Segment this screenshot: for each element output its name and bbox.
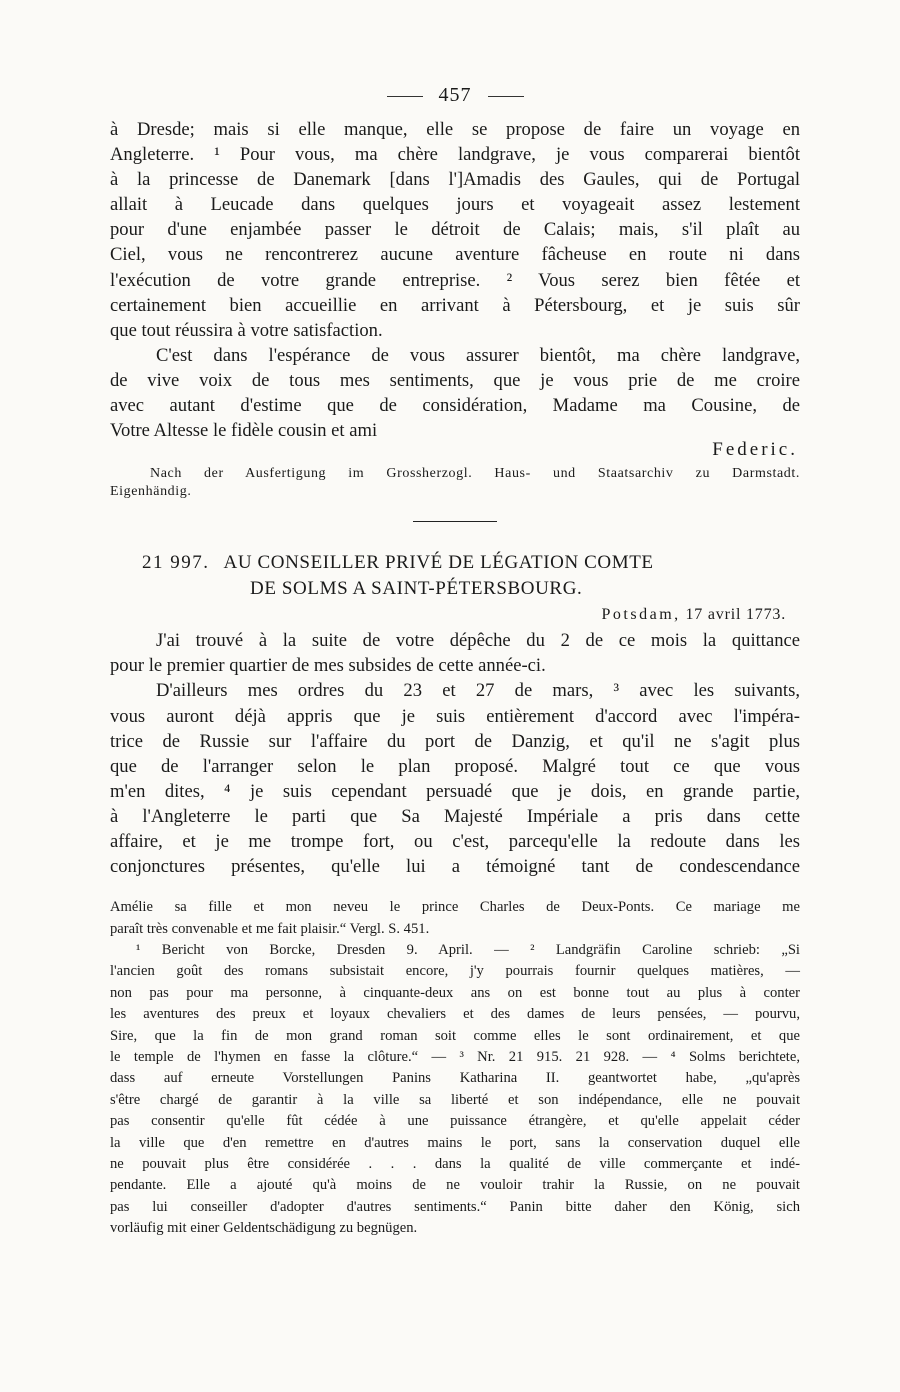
body-line: pour d'une enjambée passer le détroit de Calais; mais, s'il plaît au (110, 219, 800, 241)
footnote-line: Amélie sa fille et mon neveu le prince Charles de Deux-Ponts. Ce mariage me (110, 899, 800, 916)
paragraph-line: J'ai trouvé à la suite de votre dépêche du 2 de ce mois la quittance (156, 630, 800, 652)
letter-paragraph-1 (110, 628, 800, 678)
source-note (110, 465, 800, 501)
footnote-line: vorläufig mit einer Geldentschädigung zu begnügen. (110, 1220, 418, 1237)
source-line: Nach der Ausfertigung im Grossherzogl. Haus- und Staatsarchiv zu Darmstadt. (150, 466, 800, 482)
section-divider (413, 521, 497, 522)
letter-end-body (110, 117, 800, 343)
title-line-1: AU CONSEILLER PRIVÉ DE LÉGATION COMTE (223, 552, 654, 574)
footnote-line: la ville que d'en remettre en d'autres mains le port, sans la conservation duquel elle (110, 1134, 800, 1151)
paragraph-line: D'ailleurs mes ordres du 23 et 27 de mars, ³ avec les suivants, (156, 680, 800, 702)
page-number: 457 (438, 84, 472, 106)
header-dash-left (387, 96, 423, 97)
paragraph-line: m'en dites, ⁴ je suis cependant persuadé que je dois, en grande partie, (110, 780, 800, 802)
letter-title (110, 550, 800, 602)
closing-line: avec autant d'estime que de considération, Madame ma Cousine, de (110, 395, 800, 417)
page-header (110, 84, 800, 107)
body-line: Ciel, vous ne rencontrerez aucune aventure fâcheuse en route ni dans (110, 244, 800, 266)
footnote-line: pas consentir qu'elle fût cédée à une puissance étrangère, et qu'elle appelait céder (110, 1113, 800, 1130)
dateline-date: 17 avril 1773. (685, 606, 786, 624)
title-line-2: DE SOLMS A SAINT-PÉTERSBOURG. (250, 578, 583, 600)
signature: Federic. (712, 439, 798, 461)
paragraph-line: à l'Angleterre le parti que Sa Majesté Impériale a pris dans cette (110, 805, 800, 827)
body-line: à Dresde; mais si elle manque, elle se propose de faire un voyage en (110, 119, 800, 140)
footnote-line: pas lui conseiller d'adopter d'autres sentiments.“ Panin bitte daher den König, sich (110, 1198, 800, 1215)
body-line: l'exécution de votre grande entreprise. ² Vous serez bien fêtée et (110, 269, 800, 291)
source-line: Eigenhändig. (110, 484, 192, 500)
footnote-line: pendante. Elle a ajouté qu'à moins de ne vouloir trahir la Russie, on ne pouvait (110, 1177, 800, 1194)
paragraph-line: que de l'arranger selon le plan proposé. Malgré tout ce que vous (110, 755, 800, 777)
page (110, 84, 800, 1240)
paragraph-line: trice de Russie sur l'affaire du port de Danzig, et qu'il ne s'agit plus (110, 730, 800, 752)
body-line: que tout réussira à votre satisfaction. (110, 319, 383, 341)
dateline (110, 606, 800, 624)
footnote-line: les aventures des preux et loyaux chevaliers et des dames de leurs pensées, — pourvu, (110, 1006, 800, 1023)
body-line: à la princesse de Danemark [dans l']Amadis des Gaules, qui de Portugal (110, 169, 800, 191)
letter-closing (110, 343, 800, 443)
paragraph-line: conjonctures présentes, qu'elle lui a témoigné tant de condescendance (110, 856, 800, 878)
header-dash-right (488, 96, 524, 97)
closing-line: Votre Altesse le fidèle cousin et ami (110, 420, 378, 442)
body-line: allait à Leucade dans quelques jours et voyageait assez lestement (110, 194, 800, 216)
footnote-line: non pas pour ma personne, à cinquante-deux ans on est bonne tout au plus à conter (110, 984, 800, 1001)
letter-paragraph-2 (110, 678, 800, 879)
footnote-line: s'être chargé de garantir à la ville sa liberté et son indépendance, elle ne pouvait (110, 1091, 800, 1108)
body-line: Angleterre. ¹ Pour vous, ma chère landgrave, je vous comparerai bientôt (110, 144, 800, 166)
paragraph-line: vous auront déjà appris que je suis entièrement d'accord avec l'impéra- (110, 705, 800, 727)
footnote-line: ne pouvait plus être considérée . . . dans la qualité de ville commerçante et indé- (110, 1156, 800, 1173)
closing-line: de vive voix de tous mes sentiments, que je vous prie de me croire (110, 369, 800, 391)
dateline-place: Potsdam, (601, 606, 681, 624)
body-line: certainement bien accueillie en arrivant à Pétersbourg, et je suis sûr (110, 294, 800, 316)
footnote-line: l'ancien goût des romans subsistait encore, j'y pourrais fournir quelques matières, — (110, 963, 800, 980)
closing-line: C'est dans l'espérance de vous assurer bientôt, ma chère landgrave, (156, 344, 800, 366)
paragraph-line: pour le premier quartier de mes subsides de cette année-ci. (110, 655, 546, 677)
paragraph-line: affaire, et je me trompe fort, ou c'est, parcequ'elle la redoute dans les (110, 830, 800, 852)
footnote-line: le temple de l'hymen en fasse la clôture.“ — ³ Nr. 21 915. 21 928. — ⁴ Solms berichtete, (110, 1049, 800, 1065)
footnote-line: ¹ Bericht von Borcke, Dresden 9. April. — ² Landgräfin Caroline schrieb: „Si (136, 941, 800, 958)
letter-number: 21 997. (142, 552, 210, 574)
footnotes (110, 897, 800, 1240)
footnote-line: paraît très convenable et me fait plaisir.“ Vergl. S. 451. (110, 920, 430, 937)
footnote-line: dass auf erneute Vorstellungen Panins Katharina II. geantwortet habe, „qu'après (110, 1070, 800, 1087)
footnote-line: Sire, que la fin de mon grand roman soit comme elles le sont ordinairement, et que (110, 1027, 800, 1044)
